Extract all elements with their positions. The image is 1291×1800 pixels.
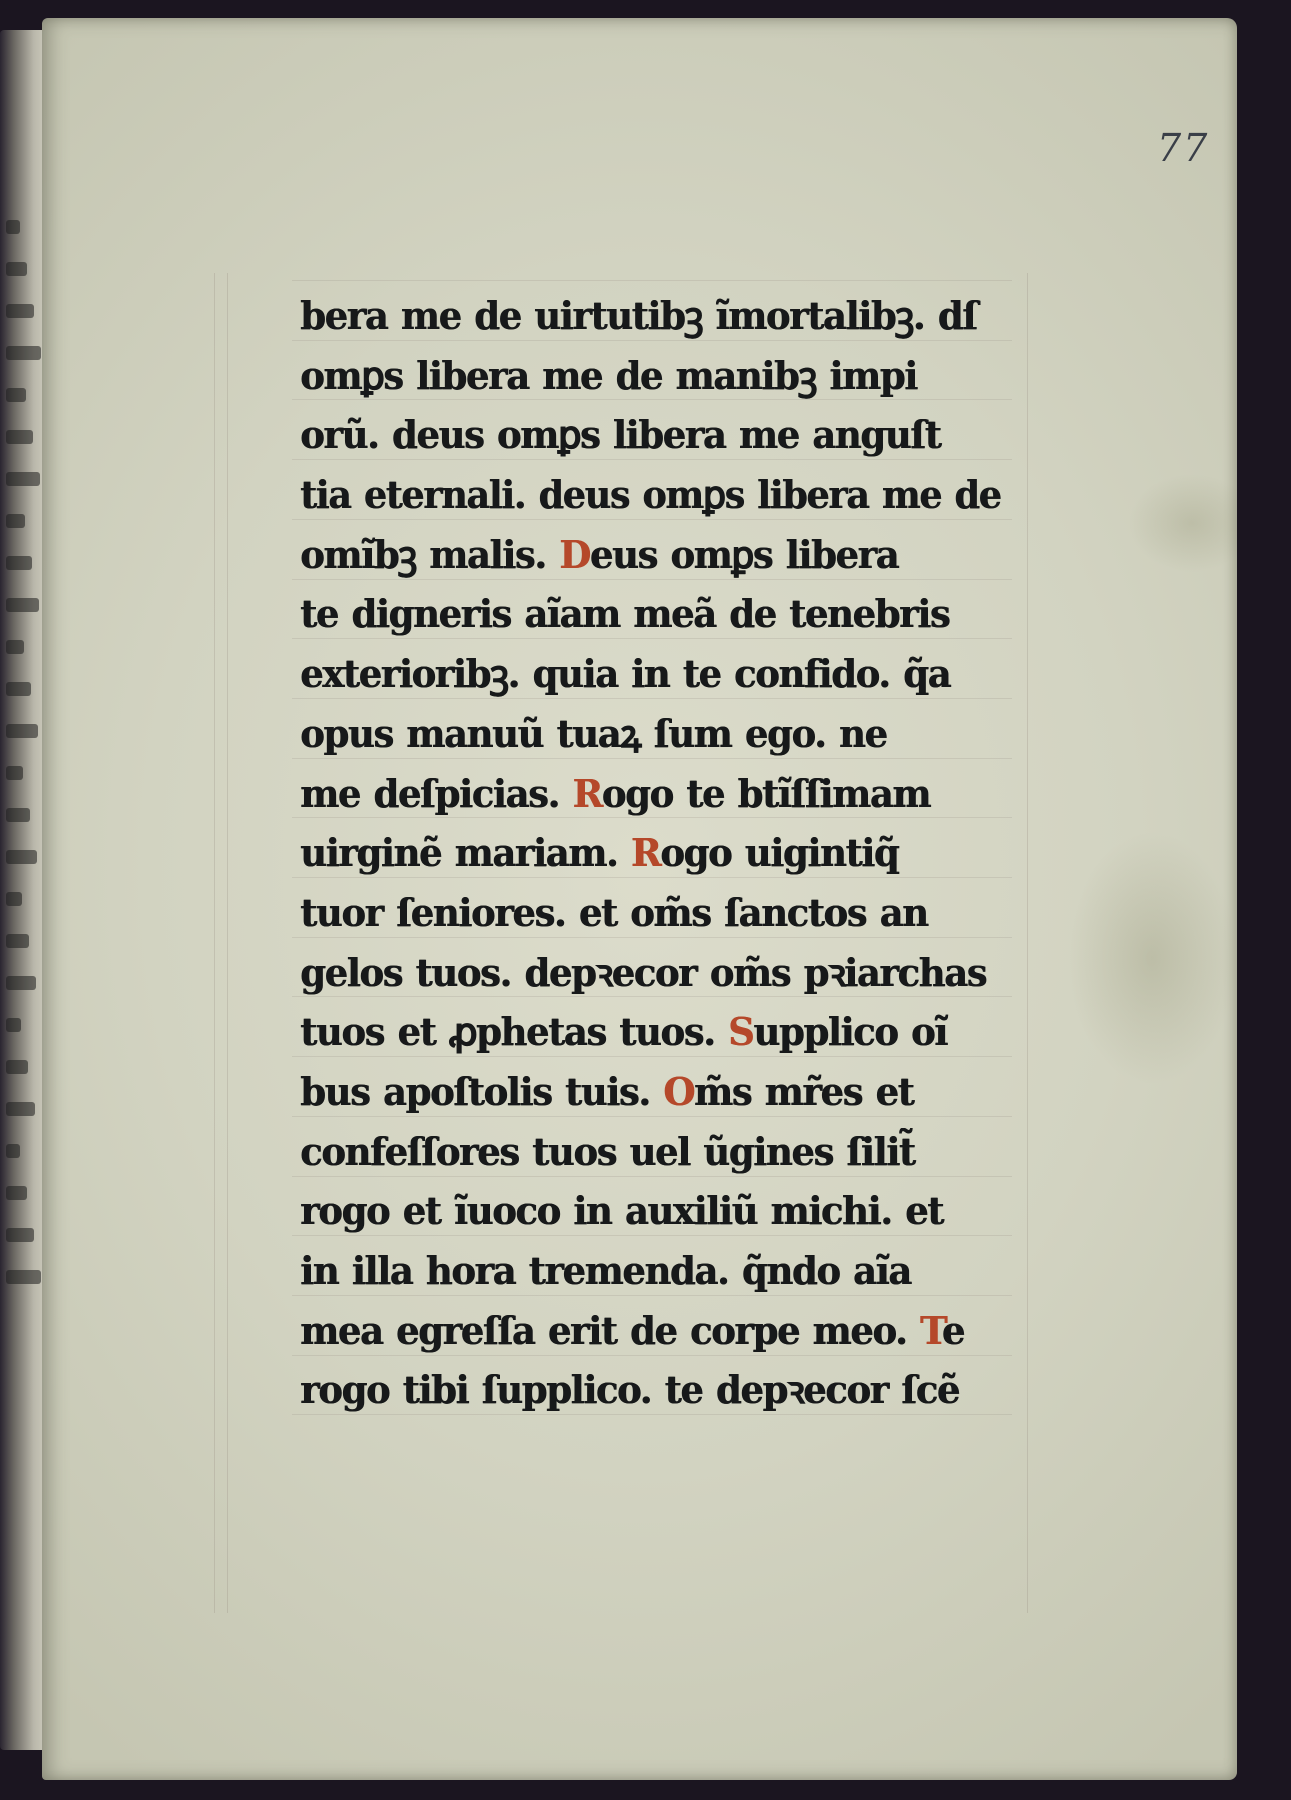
adjacent-page-text-fragment [6,388,26,402]
text-segment: tuor ſeniores. et om̃s ſanctos an [300,889,928,935]
rubricated-initial: R [630,830,661,876]
text-line [300,1360,1000,1420]
ruling-line [292,698,1012,699]
adjacent-page-text-fragment [6,850,37,864]
ruling-line [292,817,1012,818]
adjacent-page-text-fragment [6,346,41,360]
text-segment: ogo uigintiq̃ [660,830,899,876]
text-segment: confeſſores tuos uel ũgines ſilit̃ [300,1128,915,1174]
ruling-line [292,399,1012,400]
text-segment: bera me de uirtutibꝫ ĩmortalibꝫ. dſ [300,293,977,338]
text-line [300,525,1000,585]
adjacent-page-text-fragment [6,1186,27,1200]
text-segment: orũ. deus omꝑs libera me angu [300,412,911,458]
adjacent-page-text-fragment [6,934,29,948]
text-line [300,286,1000,346]
adjacent-page-text-fragment [6,1102,35,1116]
text-segment: ogo te btĩſſimam [601,770,930,816]
text-segment: omꝑs libera me de manibꝫ impi [300,352,917,398]
text-line [300,883,1000,943]
text-block [300,286,1020,1420]
ruling-line [292,638,1012,639]
ruling-line [292,280,1012,281]
text-segment: e [941,1307,964,1353]
text-line [300,943,1000,1003]
text-segment: omĩbꝫ malis. [300,531,560,577]
text-segment: t [924,412,941,458]
text-line [300,1181,1000,1241]
ruling-line [292,1176,1012,1177]
text-segment: rogo tibi ſupplico. te depꝛecor ſcẽ [300,1367,959,1413]
text-segment: in illa hora tremenda. q̃ndo aĩa [300,1248,911,1293]
rubricated-initial: D [559,531,590,577]
ruling-line [292,1056,1012,1057]
text-line [300,1301,1000,1361]
adjacent-page-text-fragment [6,1270,41,1284]
text-segment: exterioribꝫ. quia in te confido. q̃a [300,651,951,697]
text-segment: tuos et ꝓphetas tuos. [300,1009,728,1055]
ruling-line [292,1355,1012,1356]
ruling-line [292,758,1012,759]
ruling-line [292,996,1012,997]
text-segment: mea egreſſa erit de corpe meo. [300,1307,920,1353]
text-segment: rogo et ĩuoco in auxiliũ michi. et [300,1188,943,1234]
text-segment: te digneris aĩam meã de tenebris [300,591,950,637]
manuscript-leaf [42,18,1237,1780]
text-segment: eus omꝑs libera [589,531,899,577]
adjacent-page-text-fragment [6,304,34,318]
adjacent-page-text-fragment [6,430,33,444]
adjacent-page-text-fragment [6,640,24,654]
text-line [300,823,1000,883]
ruling-right [1027,273,1028,1613]
adjacent-page-text-fragment [6,472,40,486]
adjacent-page-edge [0,30,48,1750]
ruling-line [292,877,1012,878]
text-segment: bus apoſtolis tuis. [300,1068,664,1114]
adjacent-page-text-fragment [6,514,25,528]
text-line [300,1062,1000,1122]
text-segment: gelos tuos. depꝛecor om̃s pꝛiarchas [300,949,987,995]
adjacent-page-text-fragment [6,766,23,780]
text-line [300,346,1000,406]
adjacent-page-text-fragment [6,1228,34,1242]
rubricated-initial: T [919,1307,942,1353]
ruling-line [292,340,1012,341]
text-line [300,1241,1000,1301]
text-segment: opus manuũ tuaꝝ ſum ego. ne [300,710,887,756]
text-segment: ſ [910,412,925,458]
ruling-line [292,937,1012,938]
adjacent-page-text-fragment [6,808,30,822]
ruling-line [292,1295,1012,1296]
text-segment: upplico oĩ [753,1009,947,1055]
text-line [300,1002,1000,1062]
adjacent-page-text-fragment [6,724,38,738]
adjacent-page-text-fragment [6,1144,20,1158]
adjacent-page-text-fragment [6,262,27,276]
adjacent-page-text-fragment [6,892,22,906]
adjacent-page-text-fragment [6,976,36,990]
rubricated-initial: S [727,1009,754,1055]
text-line [300,704,1000,764]
ruling-left-inner [227,273,228,1613]
ruling-line [292,459,1012,460]
adjacent-page-text-fragment [6,598,39,612]
ruling-line [292,519,1012,520]
adjacent-page-text-fragment [6,1018,21,1032]
rubricated-initial: O [663,1068,694,1114]
adjacent-page-text-fragment [6,1060,28,1074]
text-segment: m̃s mr̃es et [693,1068,914,1114]
text-segment: me deſpicias. [300,770,573,816]
folio-number: 77 [1157,126,1210,170]
text-segment: uirginẽ mariam. [300,830,631,876]
adjacent-page-text-fragment [6,220,20,234]
ruling-line [292,1414,1012,1415]
text-segment: tia eternali. deus omꝑs libera me de [300,472,1001,518]
ruling-line [292,1116,1012,1117]
text-line [300,1122,1000,1182]
text-line [300,584,1000,644]
adjacent-page-text-fragment [6,682,31,696]
ruling-line [292,579,1012,580]
text-line [300,644,1000,704]
text-line [300,764,1000,824]
adjacent-page-text-fragment [6,556,32,570]
rubricated-initial: R [572,770,602,816]
text-line [300,465,1001,525]
ruling-line [292,1235,1012,1236]
ruling-left [214,273,215,1613]
text-line [300,405,1000,465]
